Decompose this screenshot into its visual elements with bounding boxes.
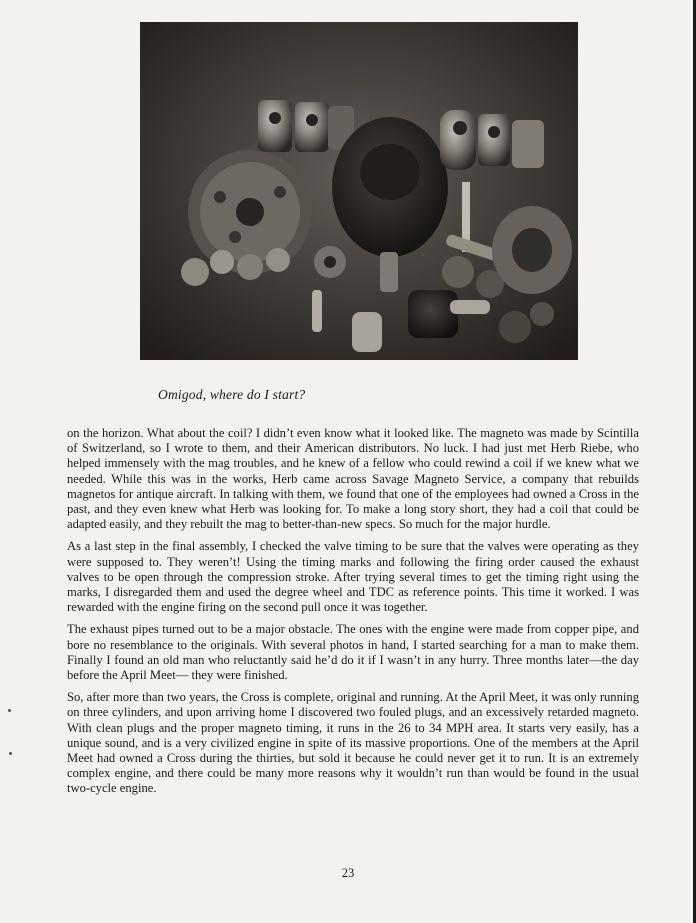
- page-number: 23: [341, 866, 355, 880]
- paragraph-1: on the horizon. What about the coil? I didn’t even know what it looked like. The magneto was made by Scintilla of Switzerland, so I wrote to them, and their American distributors. No luck. I had just met Herb Riebe, who helped immensely with the mag troubles, and he knew of a fellow who could rewind a coil if we knew what we needed. While this was in the works, Herb came across Savage Magneto Service, a company that rebuilds magnetos for antique aircraft. In talking with them, we found that one of the employees had owned a Cross in the past, and they even knew what Herb was looking for. To make a long story short, they had a coil that could be adapted easily, and they rebuilt the mag to better-than-new specs. So much for the major hurdle.: [67, 426, 639, 532]
- paragraph-3: The exhaust pipes turned out to be a major obstacle. The ones with the engine were made from copper pipe, and bore no resemblance to the originals. With several photos in hand, I started searching for a man to make them. Finally I found an old man who reluctantly said he’d do it if I wasn’t in any hurry. Three months later—the day before the April Meet— they were finished.: [67, 622, 639, 683]
- photo-caption: Omigod, where do I start?: [158, 387, 306, 402]
- engine-parts-photo: [140, 22, 578, 360]
- paragraph-4: So, after more than two years, the Cross is complete, original and running. At the April Meet, it was only running on three cylinders, and upon arriving home I discovered two fouled plugs, and an excessively retarded magneto. With clean plugs and the proper magneto timing, it runs in the 26 to 34 MPH area. It starts very easily, has a unique sound, and is a very civilized engine in spite of its massive proportions. One of the members at the April Meet had owned a Cross during the thirties, but sold it because he could never get it to run. It is an extremely complex engine, and there could be many more reasons why it wouldn’t run than would be found in the usual two-cycle engine.: [67, 690, 639, 796]
- scan-speck: [8, 709, 11, 712]
- paragraph-2: As a last step in the final assembly, I checked the valve timing to be sure that the valves were operating as they were supposed to. They weren’t! Using the timing marks and following the firing order caused the exhaust valves to be open through the compression stroke. After trying several times to get the timing right using the marks, I disregarded them and used the degree wheel and TDC as reference points. This time it worked. I was rewarded with the engine firing on the second pull once it was together.: [67, 539, 639, 615]
- article-body: [67, 426, 639, 804]
- scan-speck: [9, 752, 12, 755]
